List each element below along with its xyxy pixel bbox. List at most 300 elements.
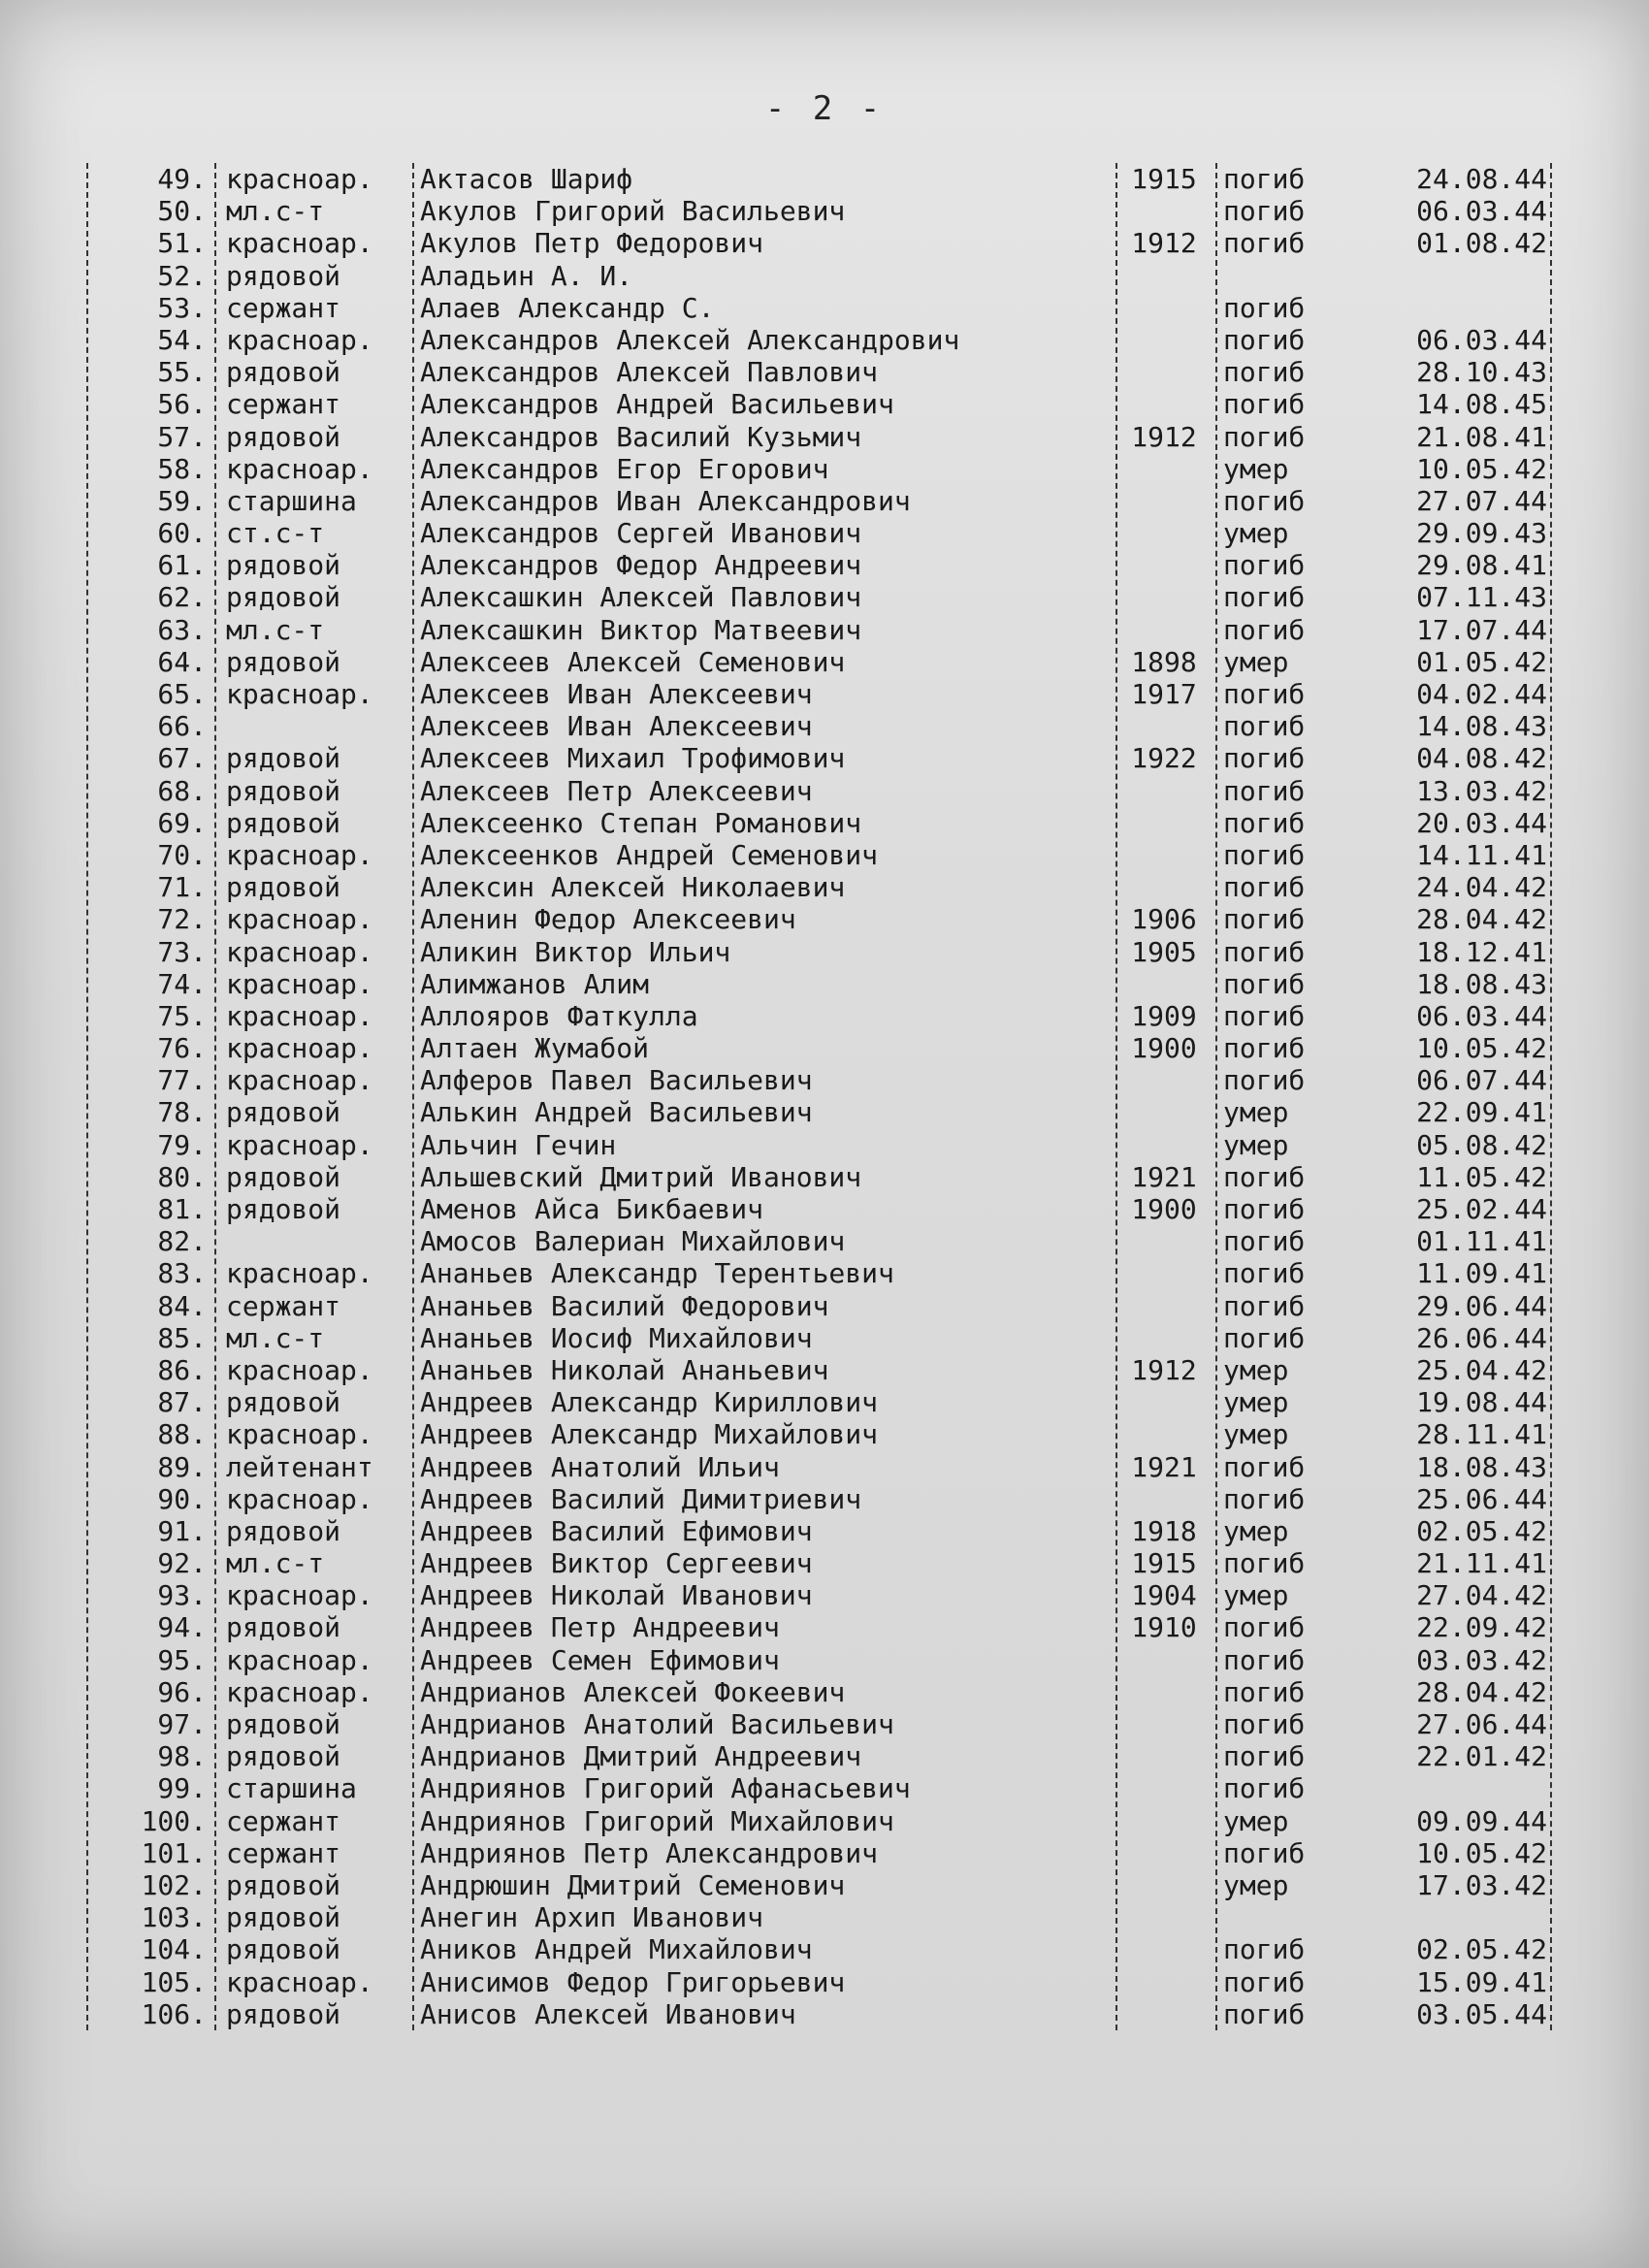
rank-cell: рядовой — [226, 1997, 341, 2030]
date-cell: 03.05.44 — [1416, 1997, 1547, 2030]
name-cell: Андреев Василий Ефимович — [420, 1514, 813, 1547]
rank-cell: красноар. — [226, 678, 373, 710]
table-row — [92, 903, 1552, 935]
table-row — [92, 614, 1552, 646]
rank-cell: рядовой — [226, 1740, 341, 1773]
date-cell: 06.07.44 — [1416, 1064, 1547, 1097]
table-row — [92, 1032, 1552, 1064]
date-cell: 18.12.41 — [1416, 935, 1547, 968]
date-cell: 05.08.42 — [1416, 1128, 1547, 1161]
table-row — [92, 260, 1552, 292]
date-cell: 06.03.44 — [1416, 323, 1547, 356]
name-cell: Александров Василий Кузьмич — [420, 420, 862, 453]
status-cell: погиб — [1223, 195, 1306, 228]
rank-cell: рядовой — [226, 259, 341, 292]
table-row — [92, 1869, 1552, 1901]
row-number: 105. — [141, 1965, 207, 1998]
row-number: 50. — [157, 195, 207, 228]
table-row — [92, 453, 1552, 485]
status-cell: умер — [1223, 1579, 1289, 1612]
date-cell: 02.05.42 — [1416, 1514, 1547, 1547]
status-cell: умер — [1223, 1418, 1289, 1451]
status-cell: погиб — [1223, 1289, 1306, 1322]
row-number: 71. — [157, 871, 207, 904]
table-row — [92, 1193, 1552, 1225]
row-number: 59. — [157, 484, 207, 517]
status-cell: погиб — [1223, 1740, 1306, 1773]
birth-year-cell: 1921 — [1131, 1450, 1197, 1483]
table-row — [92, 1322, 1552, 1354]
row-number: 60. — [157, 517, 207, 550]
row-number: 58. — [157, 452, 207, 485]
rank-cell: рядовой — [226, 742, 341, 775]
rank-cell: лейтенант — [226, 1450, 373, 1483]
table-row — [92, 517, 1552, 549]
status-cell: погиб — [1223, 806, 1306, 839]
date-cell: 25.04.42 — [1416, 1353, 1547, 1386]
row-number: 104. — [141, 1933, 207, 1966]
row-number: 65. — [157, 678, 207, 710]
date-cell: 22.01.42 — [1416, 1740, 1547, 1773]
date-cell: 11.05.42 — [1416, 1160, 1547, 1193]
row-number: 83. — [157, 1257, 207, 1290]
birth-year-cell: 1912 — [1131, 420, 1197, 453]
name-cell: Аменов Айса Бикбаевич — [420, 1193, 764, 1225]
date-cell: 20.03.44 — [1416, 806, 1547, 839]
date-cell: 13.03.42 — [1416, 774, 1547, 807]
rank-cell: красноар. — [226, 1643, 373, 1676]
name-cell: Алексеенко Степан Романович — [420, 806, 862, 839]
date-cell: 10.05.42 — [1416, 1032, 1547, 1065]
status-cell: погиб — [1223, 613, 1306, 646]
status-cell: погиб — [1223, 549, 1306, 582]
row-number: 66. — [157, 710, 207, 743]
name-cell: Алькин Андрей Васильевич — [420, 1096, 813, 1129]
name-cell: Андриянов Григорий Михайлович — [420, 1804, 894, 1837]
status-cell: умер — [1223, 517, 1289, 550]
name-cell: Аллояров Фаткулла — [420, 999, 698, 1032]
row-number: 67. — [157, 742, 207, 775]
name-cell: Анисов Алексей Иванович — [420, 1997, 796, 2030]
row-number: 87. — [157, 1386, 207, 1419]
table-row — [92, 742, 1552, 774]
table-row — [92, 1515, 1552, 1547]
date-cell: 29.06.44 — [1416, 1289, 1547, 1322]
rank-cell: старшина — [226, 1772, 357, 1805]
status-cell: погиб — [1223, 903, 1306, 936]
name-cell: Андреев Александр Кириллович — [420, 1386, 879, 1419]
date-cell: 06.03.44 — [1416, 195, 1547, 228]
status-cell: погиб — [1223, 871, 1306, 904]
table-row — [92, 227, 1552, 259]
name-cell: Александров Алексей Павлович — [420, 356, 879, 389]
row-number: 94. — [157, 1611, 207, 1644]
rank-cell: красноар. — [226, 1418, 373, 1451]
rank-cell: сержант — [226, 1804, 341, 1837]
status-cell: погиб — [1223, 388, 1306, 421]
birth-year-cell: 1915 — [1131, 1547, 1197, 1580]
date-cell: 28.10.43 — [1416, 356, 1547, 389]
date-cell: 15.09.41 — [1416, 1965, 1547, 1998]
name-cell: Алексин Алексей Николаевич — [420, 871, 846, 904]
date-cell: 03.03.42 — [1416, 1643, 1547, 1676]
table-row — [92, 1933, 1552, 1965]
status-cell: погиб — [1223, 710, 1306, 743]
rank-cell: красноар. — [226, 967, 373, 1000]
status-cell: умер — [1223, 1353, 1289, 1386]
date-cell: 14.08.43 — [1416, 710, 1547, 743]
table-row — [92, 1579, 1552, 1611]
status-cell: погиб — [1223, 1482, 1306, 1515]
row-number: 57. — [157, 420, 207, 453]
status-cell: погиб — [1223, 999, 1306, 1032]
table-row — [92, 1966, 1552, 1998]
table-row — [92, 292, 1552, 324]
row-number: 103. — [141, 1901, 207, 1934]
table-row — [92, 839, 1552, 871]
name-cell: Алаев Александр С. — [420, 291, 715, 324]
rank-cell: рядовой — [226, 549, 341, 582]
row-number: 95. — [157, 1643, 207, 1676]
name-cell: Александров Алексей Александрович — [420, 323, 960, 356]
table-row — [92, 1998, 1552, 2030]
rank-cell: рядовой — [226, 774, 341, 807]
table-row — [92, 388, 1552, 420]
date-cell: 11.09.41 — [1416, 1257, 1547, 1290]
table-row — [92, 1676, 1552, 1708]
status-cell: погиб — [1223, 1032, 1306, 1065]
birth-year-cell: 1912 — [1131, 227, 1197, 260]
table-row — [92, 1483, 1552, 1515]
status-cell: погиб — [1223, 1997, 1306, 2030]
row-number: 99. — [157, 1772, 207, 1805]
rank-cell: мл.с-т — [226, 613, 325, 646]
row-number: 55. — [157, 356, 207, 389]
status-cell: погиб — [1223, 1675, 1306, 1708]
rank-cell: рядовой — [226, 806, 341, 839]
date-cell: 24.04.42 — [1416, 871, 1547, 904]
name-cell: Алексеенков Андрей Семенович — [420, 838, 879, 871]
birth-year-cell: 1909 — [1131, 999, 1197, 1032]
name-cell: Андреев Семен Ефимович — [420, 1643, 780, 1676]
status-cell: погиб — [1223, 1708, 1306, 1740]
rank-cell: красноар. — [226, 903, 373, 936]
rank-cell: красноар. — [226, 227, 373, 260]
name-cell: Актасов Шариф — [420, 163, 633, 195]
status-cell: погиб — [1223, 1160, 1306, 1193]
date-cell: 27.04.42 — [1416, 1579, 1547, 1612]
table-row — [92, 1386, 1552, 1418]
row-number: 84. — [157, 1289, 207, 1322]
row-number: 68. — [157, 774, 207, 807]
date-cell: 28.04.42 — [1416, 1675, 1547, 1708]
name-cell: Амосов Валериан Михайлович — [420, 1225, 846, 1258]
row-number: 79. — [157, 1128, 207, 1161]
table-row — [92, 356, 1552, 388]
birth-year-cell: 1921 — [1131, 1160, 1197, 1193]
date-cell: 29.08.41 — [1416, 549, 1547, 582]
date-cell: 18.08.43 — [1416, 967, 1547, 1000]
column-divider — [86, 163, 88, 2030]
name-cell: Ананьев Николай Ананьевич — [420, 1353, 829, 1386]
name-cell: Александров Егор Егорович — [420, 452, 829, 485]
date-cell: 21.08.41 — [1416, 420, 1547, 453]
rank-cell: красноар. — [226, 935, 373, 968]
rank-cell: красноар. — [226, 1353, 373, 1386]
date-cell: 01.11.41 — [1416, 1225, 1547, 1258]
status-cell: погиб — [1223, 484, 1306, 517]
row-number: 88. — [157, 1418, 207, 1451]
rank-cell: рядовой — [226, 1868, 341, 1901]
name-cell: Андриянов Петр Александрович — [420, 1836, 879, 1869]
table-row — [92, 1000, 1552, 1032]
row-number: 101. — [141, 1836, 207, 1869]
status-cell: погиб — [1223, 678, 1306, 710]
birth-year-cell: 1918 — [1131, 1514, 1197, 1547]
date-cell: 21.11.41 — [1416, 1547, 1547, 1580]
status-cell: погиб — [1223, 163, 1306, 195]
table-row — [92, 775, 1552, 807]
rank-cell: красноар. — [226, 452, 373, 485]
date-cell: 27.07.44 — [1416, 484, 1547, 517]
status-cell: погиб — [1223, 1547, 1306, 1580]
birth-year-cell: 1904 — [1131, 1579, 1197, 1612]
name-cell: Ананьев Александр Терентьевич — [420, 1257, 894, 1290]
name-cell: Альчин Гечин — [420, 1128, 617, 1161]
status-cell: погиб — [1223, 227, 1306, 260]
table-row — [92, 1611, 1552, 1643]
table-row — [92, 581, 1552, 613]
table-row — [92, 1418, 1552, 1450]
name-cell: Алексашкин Виктор Матвеевич — [420, 613, 862, 646]
table-row — [92, 421, 1552, 453]
row-number: 62. — [157, 581, 207, 614]
name-cell: Андрианов Анатолий Васильевич — [420, 1708, 894, 1740]
page-number: - 2 - — [764, 89, 885, 128]
name-cell: Алексашкин Алексей Павлович — [420, 581, 862, 614]
status-cell: погиб — [1223, 1643, 1306, 1676]
rank-cell: рядовой — [226, 1096, 341, 1129]
name-cell: Аников Андрей Михайлович — [420, 1933, 813, 1966]
date-cell: 02.05.42 — [1416, 1933, 1547, 1966]
status-cell: погиб — [1223, 1064, 1306, 1097]
table-row — [92, 485, 1552, 517]
status-cell: погиб — [1223, 420, 1306, 453]
status-cell: умер — [1223, 645, 1289, 678]
date-cell: 28.04.42 — [1416, 903, 1547, 936]
rank-cell: рядовой — [226, 1514, 341, 1547]
status-cell: умер — [1223, 452, 1289, 485]
rank-cell: мл.с-т — [226, 1321, 325, 1354]
status-cell: умер — [1223, 1128, 1289, 1161]
name-cell: Алексеев Иван Алексеевич — [420, 710, 813, 743]
rank-cell: рядовой — [226, 420, 341, 453]
table-row — [92, 1772, 1552, 1804]
row-number: 54. — [157, 323, 207, 356]
rank-cell: красноар. — [226, 1064, 373, 1097]
date-cell: 01.05.42 — [1416, 645, 1547, 678]
rank-cell: красноар. — [226, 999, 373, 1032]
row-number: 69. — [157, 806, 207, 839]
row-number: 77. — [157, 1064, 207, 1097]
rank-cell: сержант — [226, 291, 341, 324]
status-cell: погиб — [1223, 356, 1306, 389]
rank-cell: сержант — [226, 388, 341, 421]
status-cell: погиб — [1223, 1772, 1306, 1805]
row-number: 78. — [157, 1096, 207, 1129]
row-number: 51. — [157, 227, 207, 260]
date-cell: 22.09.42 — [1416, 1611, 1547, 1644]
row-number: 72. — [157, 903, 207, 936]
name-cell: Алексеев Михаил Трофимович — [420, 742, 846, 775]
row-number: 53. — [157, 291, 207, 324]
table-row — [92, 195, 1552, 227]
status-cell: погиб — [1223, 1933, 1306, 1966]
row-number: 96. — [157, 1675, 207, 1708]
table-row — [92, 1901, 1552, 1933]
rank-cell: рядовой — [226, 1901, 341, 1934]
status-cell: умер — [1223, 1096, 1289, 1129]
name-cell: Акулов Петр Федорович — [420, 227, 764, 260]
name-cell: Андрианов Дмитрий Андреевич — [420, 1740, 862, 1773]
row-number: 52. — [157, 259, 207, 292]
table-row — [92, 807, 1552, 839]
date-cell: 25.06.44 — [1416, 1482, 1547, 1515]
status-cell: погиб — [1223, 838, 1306, 871]
status-cell: погиб — [1223, 1225, 1306, 1258]
row-number: 74. — [157, 967, 207, 1000]
row-number: 76. — [157, 1032, 207, 1065]
rank-cell: красноар. — [226, 1579, 373, 1612]
status-cell: погиб — [1223, 1965, 1306, 1998]
rank-cell: красноар. — [226, 1032, 373, 1065]
birth-year-cell: 1900 — [1131, 1193, 1197, 1225]
row-number: 90. — [157, 1482, 207, 1515]
date-cell: 17.03.42 — [1416, 1868, 1547, 1901]
rank-cell: рядовой — [226, 645, 341, 678]
row-number: 61. — [157, 549, 207, 582]
table-row — [92, 1290, 1552, 1322]
row-number: 92. — [157, 1547, 207, 1580]
status-cell: умер — [1223, 1386, 1289, 1419]
birth-year-cell: 1900 — [1131, 1032, 1197, 1065]
name-cell: Андреев Виктор Сергеевич — [420, 1547, 813, 1580]
date-cell: 14.11.41 — [1416, 838, 1547, 871]
row-number: 93. — [157, 1579, 207, 1612]
status-cell: погиб — [1223, 323, 1306, 356]
row-number: 106. — [141, 1997, 207, 2030]
rank-cell: рядовой — [226, 356, 341, 389]
table-row — [92, 1644, 1552, 1676]
name-cell: Аликин Виктор Ильич — [420, 935, 731, 968]
status-cell: погиб — [1223, 742, 1306, 775]
name-cell: Ананьев Василий Федорович — [420, 1289, 829, 1322]
rank-cell: сержант — [226, 1836, 341, 1869]
table-row — [92, 1225, 1552, 1257]
date-cell: 18.08.43 — [1416, 1450, 1547, 1483]
table-row — [92, 549, 1552, 581]
birth-year-cell: 1906 — [1131, 903, 1197, 936]
rank-cell: красноар. — [226, 1257, 373, 1290]
name-cell: Алексеев Петр Алексеевич — [420, 774, 813, 807]
table-row — [92, 871, 1552, 903]
status-cell: умер — [1223, 1804, 1289, 1837]
name-cell: Анисимов Федор Григорьевич — [420, 1965, 846, 1998]
row-number: 102. — [141, 1868, 207, 1901]
table-row — [92, 324, 1552, 356]
rank-cell: рядовой — [226, 1708, 341, 1740]
row-number: 97. — [157, 1708, 207, 1740]
rank-cell: красноар. — [226, 1965, 373, 1998]
row-number: 89. — [157, 1450, 207, 1483]
date-cell: 26.06.44 — [1416, 1321, 1547, 1354]
birth-year-cell: 1898 — [1131, 645, 1197, 678]
date-cell: 09.09.44 — [1416, 1804, 1547, 1837]
rank-cell: рядовой — [226, 871, 341, 904]
rank-cell: рядовой — [226, 1611, 341, 1644]
rank-cell: красноар. — [226, 838, 373, 871]
status-cell: погиб — [1223, 1611, 1306, 1644]
date-cell: 01.08.42 — [1416, 227, 1547, 260]
status-cell: погиб — [1223, 967, 1306, 1000]
status-cell: погиб — [1223, 1193, 1306, 1225]
row-number: 85. — [157, 1321, 207, 1354]
status-cell: погиб — [1223, 291, 1306, 324]
name-cell: Алексеев Алексей Семенович — [420, 645, 846, 678]
casualty-table — [92, 163, 1552, 2030]
table-row — [92, 1161, 1552, 1193]
date-cell: 04.02.44 — [1416, 678, 1547, 710]
name-cell: Алексеев Иван Алексеевич — [420, 678, 813, 710]
rank-cell: рядовой — [226, 581, 341, 614]
name-cell: Александров Иван Александрович — [420, 484, 911, 517]
date-cell: 28.11.41 — [1416, 1418, 1547, 1451]
name-cell: Анегин Архип Иванович — [420, 1901, 764, 1934]
table-row — [92, 163, 1552, 195]
table-row — [92, 1451, 1552, 1483]
rank-cell: красноар. — [226, 323, 373, 356]
row-number: 63. — [157, 613, 207, 646]
date-cell: 24.08.44 — [1416, 163, 1547, 195]
table-row — [92, 968, 1552, 1000]
birth-year-cell: 1922 — [1131, 742, 1197, 775]
row-number: 100. — [141, 1804, 207, 1837]
name-cell: Алимжанов Алим — [420, 967, 650, 1000]
date-cell: 17.07.44 — [1416, 613, 1547, 646]
birth-year-cell: 1910 — [1131, 1611, 1197, 1644]
name-cell: Александров Федор Андреевич — [420, 549, 862, 582]
row-number: 49. — [157, 163, 207, 195]
rank-cell: красноар. — [226, 1482, 373, 1515]
birth-year-cell: 1905 — [1131, 935, 1197, 968]
name-cell: Ананьев Иосиф Михайлович — [420, 1321, 813, 1354]
table-row — [92, 1064, 1552, 1096]
table-row — [92, 1708, 1552, 1740]
table-row — [92, 1257, 1552, 1289]
row-number: 64. — [157, 645, 207, 678]
row-number: 56. — [157, 388, 207, 421]
name-cell: Алтаен Жумабой — [420, 1032, 650, 1065]
status-cell: умер — [1223, 1868, 1289, 1901]
row-number: 75. — [157, 999, 207, 1032]
table-row — [92, 1547, 1552, 1579]
rank-cell: красноар. — [226, 1675, 373, 1708]
table-row — [92, 646, 1552, 678]
row-number: 81. — [157, 1193, 207, 1225]
name-cell: Андрюшин Дмитрий Семенович — [420, 1868, 846, 1901]
status-cell: погиб — [1223, 935, 1306, 968]
status-cell: умер — [1223, 1514, 1289, 1547]
